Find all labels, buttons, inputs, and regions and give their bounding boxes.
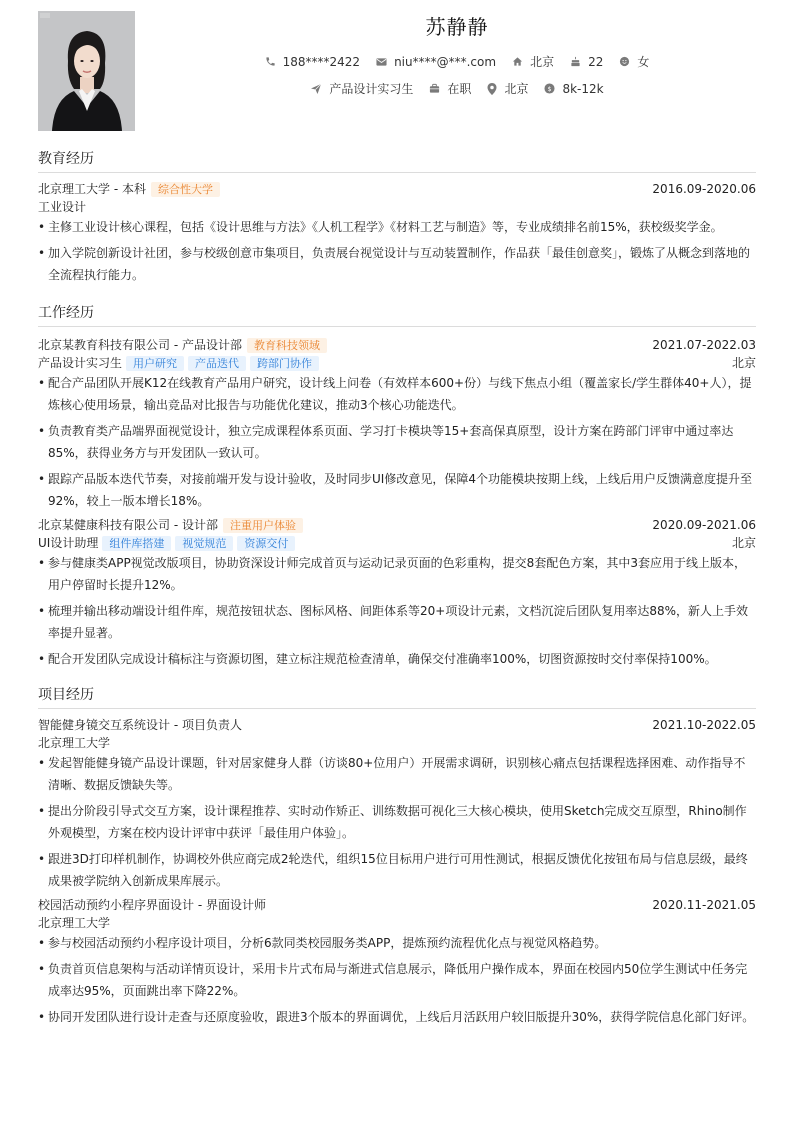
projects-title: 项目经历 xyxy=(38,686,756,709)
list-item: • 发起智能健身镜产品设计课题，针对居家健身人群（访谈80+位用户）开展需求调研，识别核心痛点包括课程选择困难、动作指导不清晰、数据反馈缺失等。 xyxy=(38,752,756,796)
company-department: 北京某健康科技有限公司 - 设计部 xyxy=(38,518,218,532)
gender-info xyxy=(619,53,649,70)
list-item: • 加入学院创新设计社团，参与校级创意市集项目，负责展台视觉设计与互动装置制作，作品获「最佳创意奖」，锻炼了从概念到落地的全流程执行能力。 xyxy=(38,242,756,286)
candidate-name: 苏静静 xyxy=(425,15,489,39)
project-org: 北京理工大学 xyxy=(38,916,111,930)
list-item: • 配合开发团队完成设计稿标注与资源切图，建立标注规范检查清单，确保交付准确率100%，切图资源按时交付率保持100%。 xyxy=(38,648,756,670)
home-city-info xyxy=(512,53,554,70)
target-city-text: 北京 xyxy=(504,82,529,96)
gender-text: 女 xyxy=(637,55,650,69)
skill-tag: 跨部门协作 xyxy=(250,356,319,371)
phone-icon xyxy=(265,56,276,67)
project-entry-header xyxy=(38,896,756,914)
work-date: 2020.09-2021.06 xyxy=(652,518,756,532)
list-item: • 跟进3D打印样机制作，协调校外供应商完成2轮迭代，组织15位目标用户进行可用性测试，根据反馈优化按钮布局与信息层级，最终成果被学院纳入创新成果库展示。 xyxy=(38,848,756,892)
list-item: • 梳理并输出移动端设计组件库，规范按钮状态、图标风格、间距体系等20+项设计元素，文档沉淀后团队复用率达88%，新人上手效率提升显著。 xyxy=(38,600,756,644)
education-section xyxy=(38,150,756,290)
project-bullets xyxy=(38,932,756,1028)
home-icon xyxy=(512,56,523,67)
work-section xyxy=(38,304,756,674)
job-role: 产品设计实习生 xyxy=(38,356,123,370)
salary-info xyxy=(544,82,603,96)
school-degree: 北京理工大学 - 本科 xyxy=(38,182,146,196)
project-bullets xyxy=(38,752,756,892)
project-date: 2020.11-2021.05 xyxy=(652,898,756,912)
skill-tag: 组件库搭建 xyxy=(102,536,171,551)
education-title: 教育经历 xyxy=(38,150,756,173)
work-role-line xyxy=(38,534,756,552)
job-intent-row xyxy=(140,80,774,97)
salary-text: 8k-12k xyxy=(562,81,604,96)
project-name-role: 校园活动预约小程序界面设计 - 界面设计师 xyxy=(38,898,266,912)
company-department: 北京某教育科技有限公司 - 产品设计部 xyxy=(38,338,242,352)
work-title: 工作经历 xyxy=(38,304,756,327)
list-item: • 协同开发团队进行设计走查与还原度验收，跟进3个版本的界面调优，上线后月活跃用户较旧版提升30%，获得学院信息化部门好评。 xyxy=(38,1006,756,1028)
work-location: 北京 xyxy=(731,536,756,550)
education-major: 工业设计 xyxy=(38,200,87,214)
home-city-text: 北京 xyxy=(530,55,555,69)
profile-photo xyxy=(38,11,135,131)
contact-info-row xyxy=(140,53,774,70)
age-info xyxy=(570,55,603,69)
company-tag: 注重用户体验 xyxy=(223,518,303,533)
work-role-line xyxy=(38,354,756,372)
phone-text: 188****2422 xyxy=(282,54,361,69)
face-icon xyxy=(619,56,630,67)
project-org: 北京理工大学 xyxy=(38,736,111,750)
email-info xyxy=(376,55,496,69)
list-item: • 负责教育类产品端界面视觉设计，独立完成课程体系页面、学习打卡模块等15+套高保真原型，设计方案在跨部门评审中通过率达85%，获得业务方与开发团队一致认可。 xyxy=(38,420,756,464)
list-item: • 跟踪产品版本迭代节奏，对接前端开发与设计验收，及时同步UI修改意见，保障4个功能模块按期上线，上线后用户反馈满意度提升至92%，较上一版本增长18%。 xyxy=(38,468,756,512)
job-role: UI设计助理 xyxy=(38,536,99,550)
money-icon xyxy=(544,83,555,94)
email-text: niu****@***.com xyxy=(394,54,497,69)
target-position-info xyxy=(310,80,413,97)
work-date: 2021.07-2022.03 xyxy=(652,338,756,352)
skill-tag: 资源交付 xyxy=(237,536,295,551)
mail-icon xyxy=(376,57,387,67)
list-item: • 主修工业设计核心课程，包括《设计思维与方法》《人机工程学》《材料工艺与制造》等，专业成绩排名前15%，获校级奖学金。 xyxy=(38,216,756,238)
school-tag: 综合性大学 xyxy=(151,182,220,197)
company-tag: 教育科技领域 xyxy=(247,338,327,353)
send-icon xyxy=(310,83,322,95)
skill-tag: 产品迭代 xyxy=(188,356,246,371)
target-city-info xyxy=(487,80,528,97)
projects-section xyxy=(38,686,756,1032)
list-item: • 参与校园活动预约小程序设计项目，分析6款同类校园服务类APP，提炼预约流程优化点与视觉风格趋势。 xyxy=(38,932,756,954)
status-info xyxy=(429,80,471,97)
project-date: 2021.10-2022.05 xyxy=(652,718,756,732)
list-item: • 提出分阶段引导式交互方案，设计课程推荐、实时动作矫正、训练数据可视化三大核心模块，使用Sketch完成交互原型，Rhino制作外观模型，方案在校内设计评审中获评「最佳用户体验」。 xyxy=(38,800,756,844)
skill-tag: 用户研究 xyxy=(126,356,184,371)
work-entry-header xyxy=(38,336,756,354)
list-item: • 负责首页信息架构与活动详情页设计，采用卡片式布局与渐进式信息展示，降低用户操作成本，界面在校园内50位学生测试中任务完成率达95%，页面跳出率下降22%。 xyxy=(38,958,756,1002)
location-pin-icon xyxy=(487,83,497,95)
education-entry-header xyxy=(38,180,756,198)
skill-tag: 视觉规范 xyxy=(175,536,233,551)
work-entry-header xyxy=(38,516,756,534)
education-date: 2016.09-2020.06 xyxy=(652,182,756,196)
age-text: 22 xyxy=(588,54,604,69)
list-item: • 配合产品团队开展K12在线教育产品用户研究，设计线上问卷（有效样本600+份）与线下焦点小组（覆盖家长/学生群体40+人），提炼核心使用场景，输出竞品对比报告与功能优化建议，推动3个核心功能迭代。 xyxy=(38,372,756,416)
project-name-role: 智能健身镜交互系统设计 - 项目负责人 xyxy=(38,718,242,732)
target-position-text: 产品设计实习生 xyxy=(329,82,414,96)
work-bullets xyxy=(38,552,756,670)
cake-icon xyxy=(570,56,581,67)
briefcase-icon xyxy=(429,83,440,94)
svg-text:$: $ xyxy=(547,84,552,93)
work-location: 北京 xyxy=(731,356,756,370)
list-item: • 参与健康类APP视觉改版项目，协助资深设计师完成首页与运动记录页面的色彩重构，提交8套配色方案，其中3套应用于线上版本，用户停留时长提升12%。 xyxy=(38,552,756,596)
work-bullets xyxy=(38,372,756,512)
project-entry-header xyxy=(38,716,756,734)
education-bullets xyxy=(38,216,756,286)
phone-info xyxy=(265,55,360,69)
status-text: 在职 xyxy=(447,82,472,96)
